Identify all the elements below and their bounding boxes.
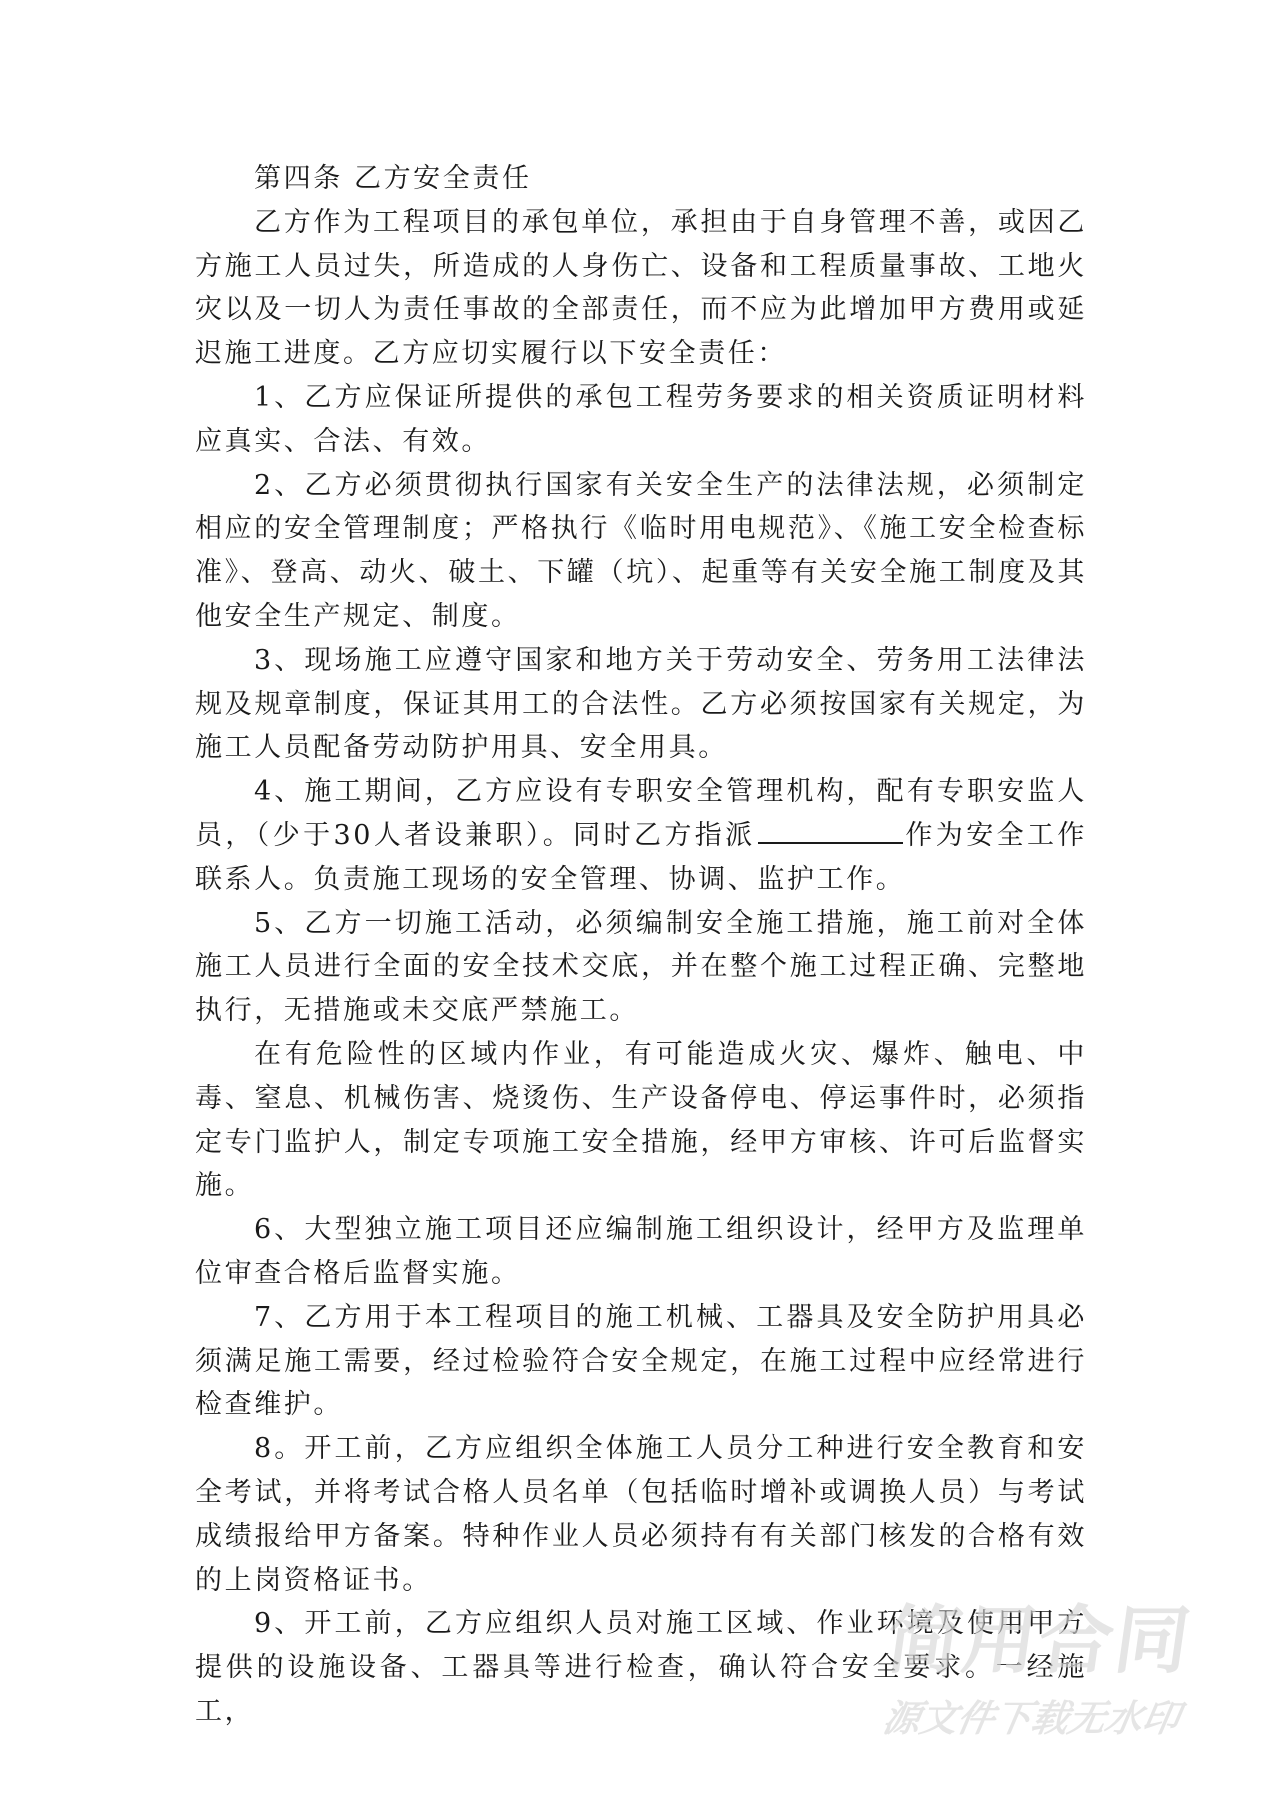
paragraph-item-5 <box>195 902 1087 1033</box>
paragraph-item-1 <box>195 376 1087 464</box>
paragraph-hazard-note <box>195 1033 1087 1208</box>
watermark-logo-text: 简用合同 <box>881 1598 1198 1684</box>
paragraph-text: 3、现场施工应遵守国家和地方关于劳动安全、劳务用工法律法规及规章制度，保证其用工的合法性。乙方必须按国家有关规定，为施工人员配备劳动防护用具、安全用具。 <box>195 644 1087 764</box>
contact-person-blank-field <box>758 820 903 844</box>
paragraph-text: 在有危险性的区域内作业，有可能造成火灾、爆炸、触电、中毒、窒息、机械伤害、烧烫伤、生产设备停电、停运事件时，必须指定专门监护人，制定专项施工安全措施，经甲方审核、许可后监督实施。 <box>195 1038 1087 1202</box>
document-body <box>195 157 1087 1734</box>
paragraph-item-6 <box>195 1208 1087 1296</box>
paragraph-item-4 <box>195 770 1087 901</box>
watermark-subtitle: 源文件下载无水印 <box>879 1697 1184 1740</box>
paragraph-text: 7、乙方用于本工程项目的施工机械、工器具及安全防护用具必须满足施工需要，经过检验符合安全规定，在施工过程中应经常进行检查维护。 <box>195 1301 1087 1421</box>
paragraph-text-after: 作为安全工作联系人。负责施工现场的安全管理、协调、监护工作。 <box>195 819 1088 895</box>
paragraph-text: 9、开工前，乙方应组织人员对施工区域、作业环境及使用甲方提供的设施设备、工器具等进行检查，确认符合安全要求。一经施工， <box>195 1608 1087 1727</box>
paragraph-item-7 <box>195 1296 1087 1427</box>
section-title: 第四条 乙方安全责任 <box>254 163 532 194</box>
paragraph-text: 4、施工期间，乙方应设有专职安全管理机构，配有专职安监人员，（少于30人者设兼职）。同时乙方指派 <box>195 776 1087 851</box>
paragraph-item-9 <box>195 1602 1087 1733</box>
paragraph-text: 乙方作为工程项目的承包单位，承担由于自身管理不善，或因乙方施工人员过失，所造成的人身伤亡、设备和工程质量事故、工地火灾以及一切人为责任事故的全部责任，而不应为此增加甲方费用或延迟施工进度。乙方应切实履行以下安全责任： <box>195 206 1087 370</box>
paragraph-item-3 <box>195 639 1087 770</box>
paragraph-intro <box>195 201 1087 376</box>
paragraph-text: 6、大型独立施工项目还应编制施工组织设计，经甲方及监理单位审查合格后监督实施。 <box>195 1214 1087 1289</box>
paragraph-text: 5、乙方一切施工活动，必须编制安全施工措施，施工前对全体施工人员进行全面的安全技术交底，并在整个施工过程正确、完整地执行，无措施或未交底严禁施工。 <box>195 907 1087 1027</box>
paragraph-text: 1、乙方应保证所提供的承包工程劳务要求的相关资质证明材料应真实、合法、有效。 <box>195 381 1087 457</box>
paragraph-text: 2、乙方必须贯彻执行国家有关安全生产的法律法规，必须制定相应的安全管理制度；严格执行《临时用电规范》、《施工安全检查标准》、登高、动火、破土、下罐（坑）、起重等有关安全施工制度及其他安全生产规定、制度。 <box>195 469 1087 632</box>
paragraph-text: 8。开工前，乙方应组织全体施工人员分工种进行安全教育和安全考试，并将考试合格人员名单（包括临时增补或调换人员）与考试成绩报给甲方备案。特种作业人员必须持有有关部门核发的合格有效的上岗资格证书。 <box>195 1433 1087 1596</box>
paragraph-item-2 <box>195 464 1087 639</box>
paragraph-item-8 <box>195 1427 1087 1602</box>
